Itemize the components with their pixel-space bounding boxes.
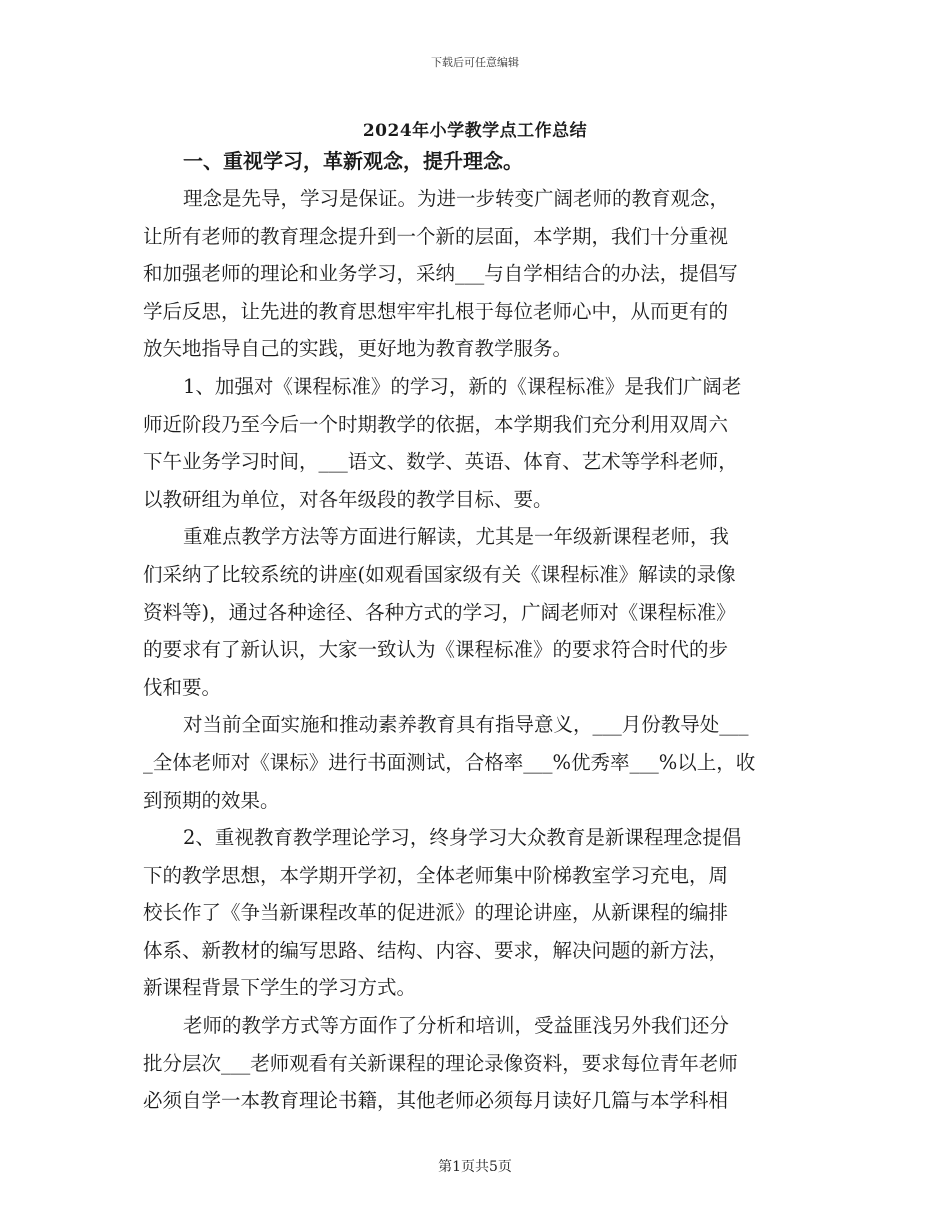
paragraph-line: 到预期的效果。 (143, 788, 280, 812)
paragraph (143, 819, 811, 1007)
header-note: 下载后可任意编辑 (431, 56, 519, 69)
paragraph (143, 180, 811, 368)
document-body (143, 142, 811, 1120)
paragraph-line: 下的教学思想，本学期开学初，全体老师集中阶梯教室学习充电，周 (143, 863, 729, 887)
paragraph-line: 1、加强对《课程标准》的学习，新的《课程标准》是我们广阔老 (183, 374, 742, 398)
paragraph-line: 批分层次___老师观看有关新课程的理论录像资料，要求每位青年老师 (143, 1051, 738, 1075)
paragraph-line: 和加强老师的理论和业务学习，采纳___与自学相结合的办法，提倡写 (143, 262, 738, 286)
paragraph-line: 老师的教学方式等方面作了分析和培训，受益匪浅另外我们还分 (183, 1014, 730, 1038)
paragraph-line: 师近阶段乃至今后一个时期教学的依据，本学期我们充分利用双周六 (143, 412, 729, 436)
paragraph (143, 706, 811, 819)
paragraph-line: 伐和要。 (143, 675, 222, 699)
paragraph-line: 对当前全面实施和推动素养教育具有指导意义，___月份教导处___ (183, 713, 749, 737)
paragraph-line: 放矢地指导自己的实践，更好地为教育教学服务。 (143, 337, 573, 361)
paragraph-line: 2、重视教育教学理论学习，终身学习大众教育是新课程理念提倡 (183, 826, 742, 850)
paragraph-line: 的要求有了新认识，大家一致认为《课程标准》的要求符合时代的步 (143, 638, 729, 662)
paragraph-line: 下午业务学习时间，___语文、数学、英语、体育、艺术等学科老师， (143, 450, 738, 474)
document-title: 2024年小学教学点工作总结 (362, 121, 588, 141)
paragraph-line: _全体老师对《课标》进行书面测试，合格率___%优秀率___%以上，收 (143, 750, 756, 774)
page-indicator: 第1页共5页 (438, 1159, 512, 1175)
section-heading: 一、重视学习，革新观念，提升理念。 (183, 149, 523, 173)
paragraph (143, 1007, 811, 1120)
paragraph-line: 理念是先导，学习是保证。为进一步转变广阔老师的教育观念， (183, 187, 730, 210)
paragraph-list (143, 180, 811, 1120)
paragraph-line: 以教研组为单位，对各年级段的教学目标、要。 (143, 487, 553, 511)
paragraph (143, 518, 811, 706)
paragraph-line: 校长作了《争当新课程改革的促进派》的理论讲座，从新课程的编排 (143, 901, 729, 925)
paragraph-line: 新课程背景下学生的学习方式。 (143, 976, 417, 1000)
paragraph-line: 让所有老师的教育理念提升到一个新的层面，本学期，我们十分重视 (143, 224, 729, 248)
paragraph-line: 必须自学一本教育理论书籍，其他老师必须每月读好几篇与本学科相 (143, 1089, 729, 1113)
paragraph-line: 重难点教学方法等方面进行解读，尤其是一年级新课程老师，我 (183, 525, 730, 549)
paragraph-line: 学后反思，让先进的教育思想牢牢扎根于每位老师心中，从而更有的 (143, 299, 729, 323)
paragraph (143, 368, 811, 518)
paragraph-line: 资料等)，通过各种途径、各种方式的学习，广阔老师对《课程标准》 (143, 600, 736, 624)
paragraph-line: 体系、新教材的编写思路、结构、内容、要求，解决问题的新方法， (143, 938, 729, 962)
paragraph-line: 们采纳了比较系统的讲座(如观看国家级有关《课程标准》解读的录像 (143, 562, 736, 586)
